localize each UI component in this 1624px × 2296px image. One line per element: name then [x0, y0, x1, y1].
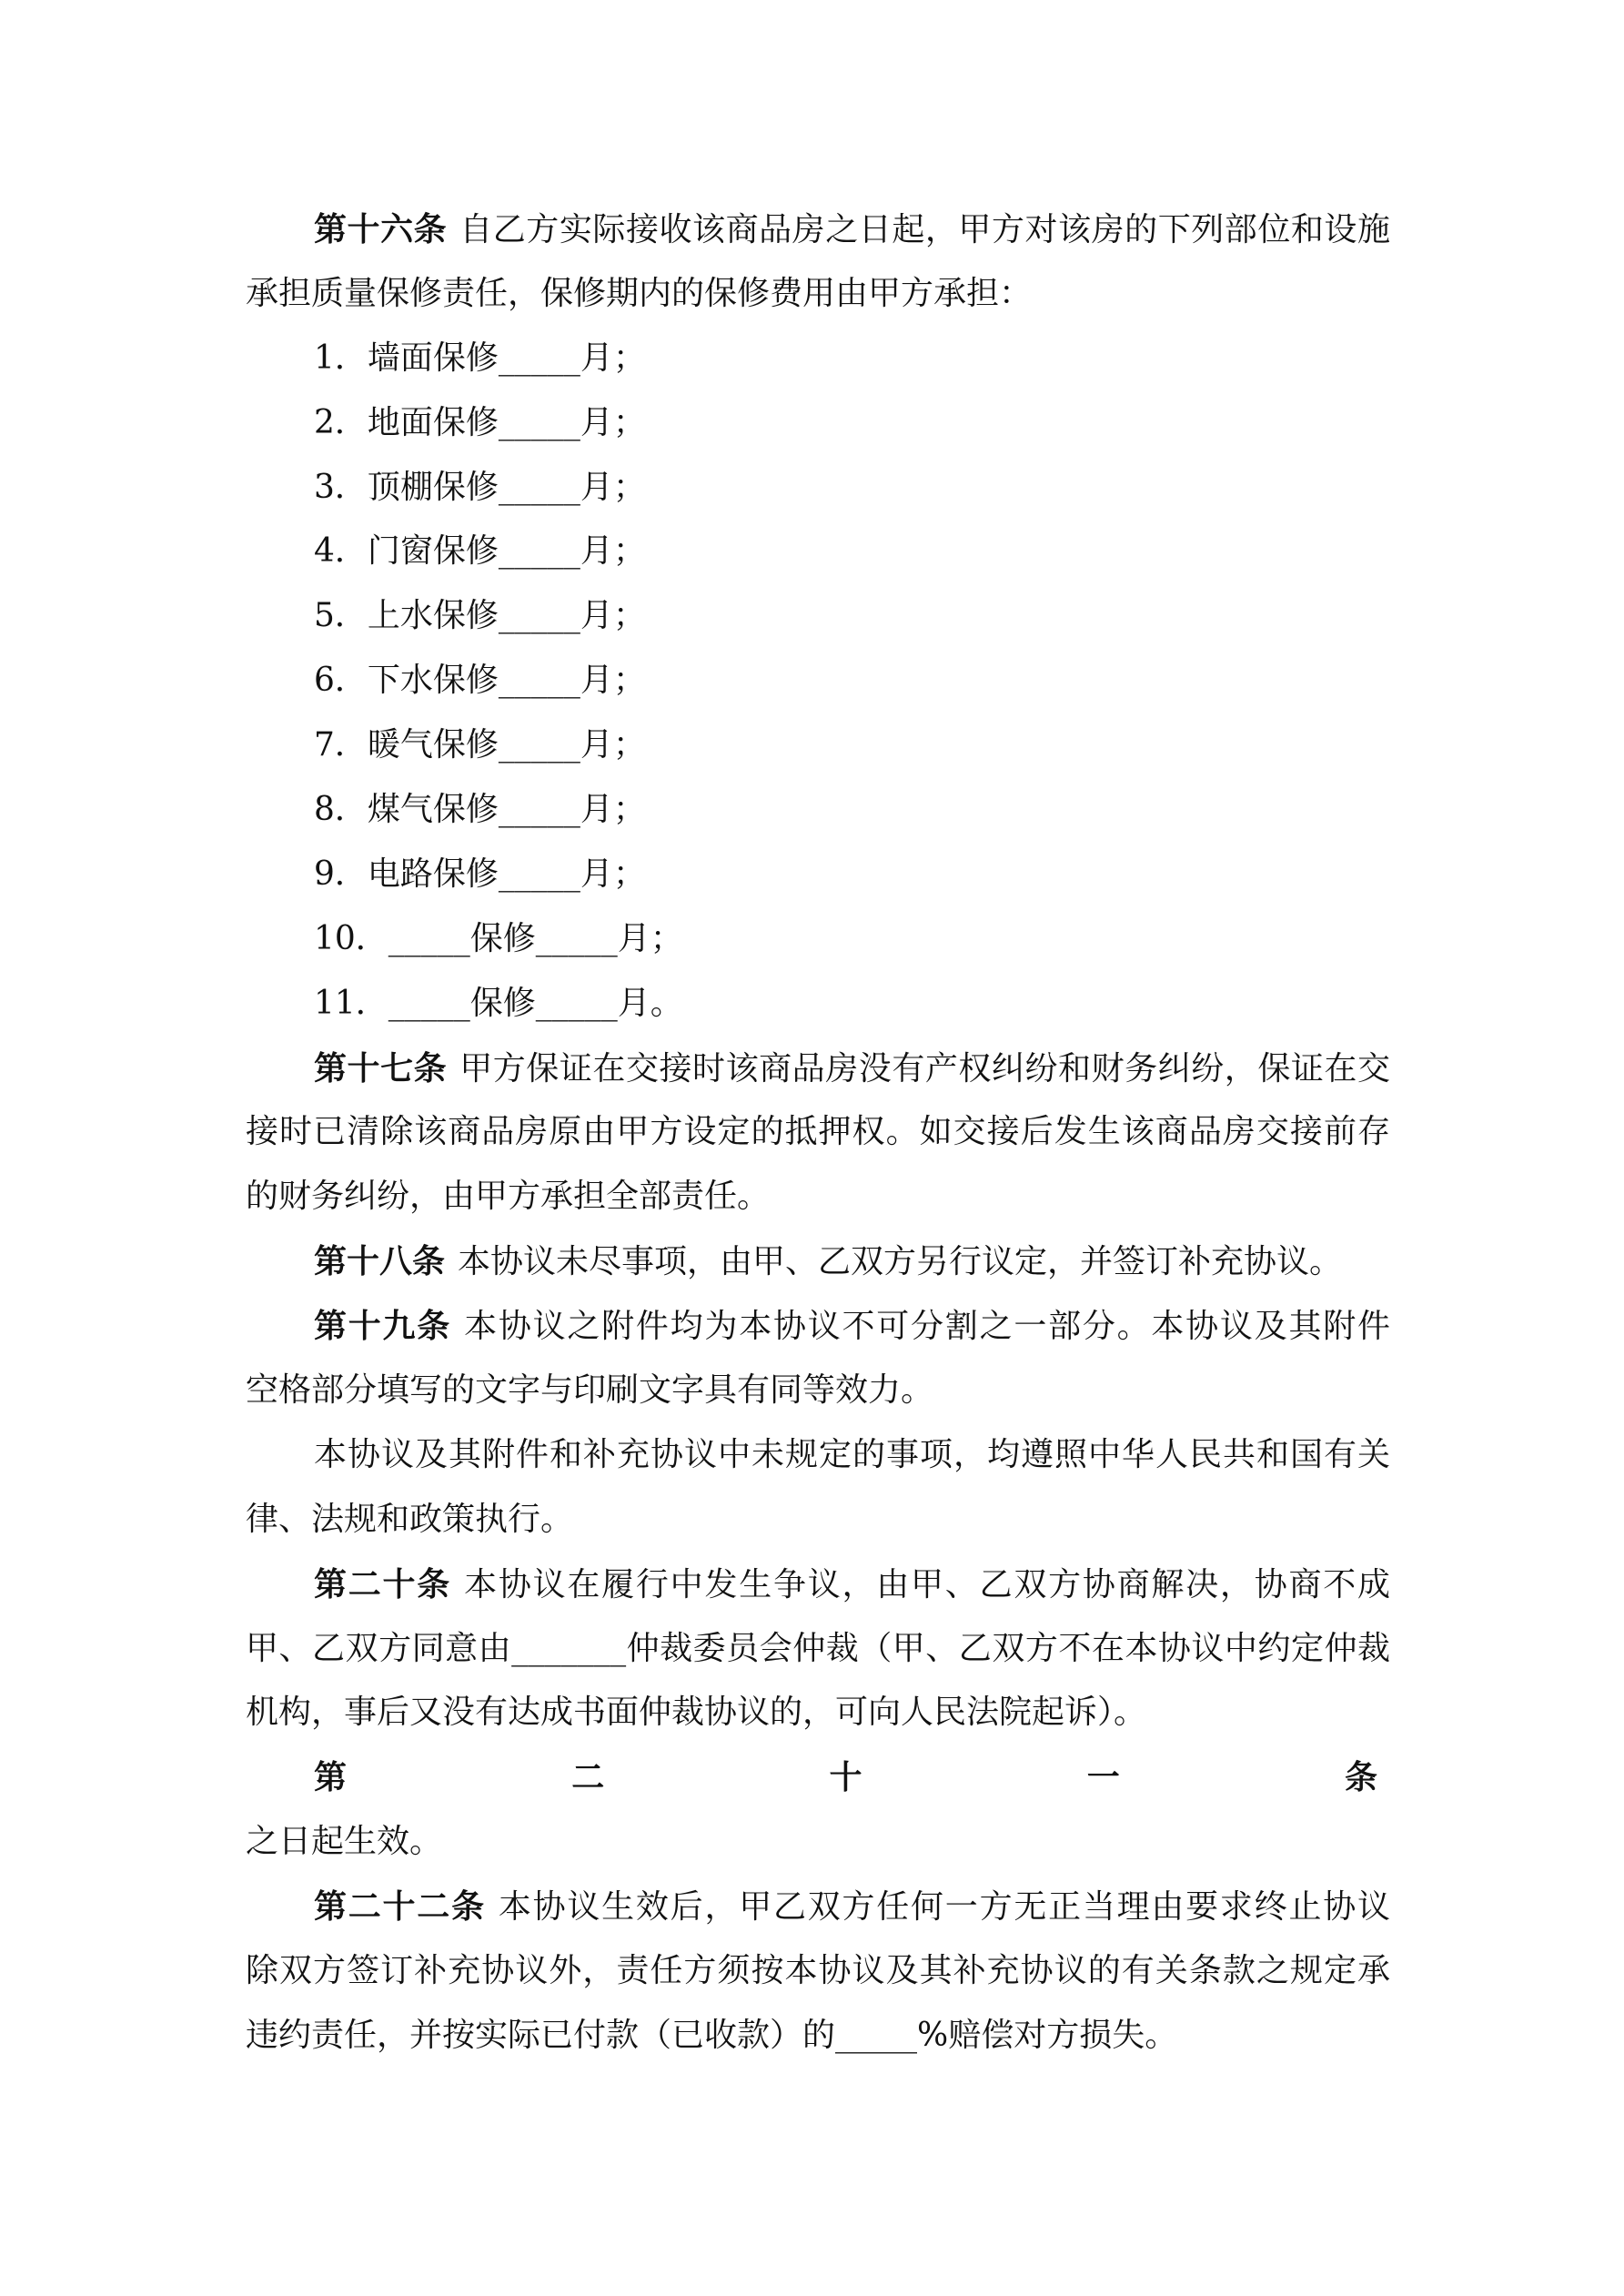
warranty-item [246, 520, 1390, 584]
line-text: 之日起生效。 [246, 1823, 443, 1861]
warranty-item [246, 907, 1390, 972]
line-text: 律、法规和政策执行。 [246, 1500, 574, 1538]
clause-line [246, 1165, 1390, 1229]
clause-line [246, 1939, 1390, 2004]
clause-label: 第十九条 [314, 1307, 452, 1346]
line-text: 自乙方实际接收该商品房之日起，甲方对该房的下列部位和设施 [459, 211, 1390, 248]
warranty-item [246, 327, 1390, 391]
clause-line [246, 1810, 1390, 1875]
warranty-item [246, 456, 1390, 521]
warranty-item-text: 11．_____保修_____月。 [314, 984, 683, 1022]
line-text: 承担质量保修责任，保修期内的保修费用由甲方承担： [246, 274, 1033, 312]
clause-line [246, 1617, 1390, 1682]
clause-label: 第十六条 [314, 210, 448, 248]
clause-line [246, 1359, 1390, 1423]
line-text: 甲方保证在交接时该商品房没有产权纠纷和财务纠纷，保证在交 [459, 1049, 1390, 1087]
warranty-item-text: 7．暖气保修_____月； [314, 726, 646, 764]
line-text: 甲、乙双方同意由_______仲裁委员会仲裁（甲、乙双方不在本协议中约定仲裁 [246, 1629, 1390, 1667]
clause-line [246, 1037, 1390, 1101]
warranty-item [246, 584, 1390, 649]
clause-line [246, 1875, 1390, 1939]
clause-line [246, 2004, 1390, 2068]
paragraph-line [246, 1423, 1390, 1488]
clause-line [246, 262, 1390, 327]
warranty-item-text: 2．地面保修_____月； [314, 403, 646, 441]
clause-label: 第二十条 [314, 1564, 452, 1603]
warranty-item-text: 10．_____保修_____月； [314, 919, 683, 957]
contract-page [246, 197, 1390, 2068]
line-text: 本协议未尽事项，由甲、乙双方另行议定，并签订补充协议。 [458, 1243, 1343, 1281]
warranty-item-text: 4．门窗保修_____月； [314, 532, 646, 571]
clause-label: 第二十一条 [314, 1758, 1377, 1797]
warranty-item [246, 713, 1390, 778]
line-text: 空格部分填写的文字与印刷文字具有同等效力。 [246, 1371, 934, 1410]
clause-line [246, 1100, 1390, 1165]
line-text: 除双方签订补充协议外，责任方须按本协议及其补充协议的有关条款之规定承 [246, 1952, 1390, 1990]
clause-line [246, 1681, 1390, 1745]
line-text: 违约责任，并按实际已付款（已收款）的_____%赔偿对方损失。 [246, 2016, 1178, 2054]
line-text: 本协议在履行中发生争议，由甲、乙双方协商解决，协商不成 [464, 1565, 1390, 1603]
line-text: 接时已清除该商品房原由甲方设定的抵押权。如交接后发生该商品房交接前存 [246, 1113, 1390, 1151]
clause-line [246, 1229, 1390, 1294]
warranty-item [246, 391, 1390, 456]
line-text: 本协议之附件均为本协议不可分割之一部分。本协议及其附件 [464, 1308, 1390, 1346]
line-text: 的财务纠纷，由甲方承担全部责任。 [246, 1178, 771, 1216]
clause-line [246, 1553, 1390, 1617]
warranty-item [246, 972, 1390, 1037]
warranty-item-text: 3．顶棚保修_____月； [314, 468, 646, 506]
clause-label: 第十八条 [314, 1242, 446, 1281]
warranty-item-text: 8．煤气保修_____月； [314, 791, 646, 829]
warranty-item-text: 5．上水保修_____月； [314, 597, 646, 635]
warranty-item [246, 649, 1390, 713]
clause-line [246, 197, 1390, 262]
warranty-item-text: 1．墙面保修_____月； [314, 339, 646, 377]
line-text: 机构，事后又没有达成书面仲裁协议的，可向人民法院起诉）。 [246, 1694, 1147, 1732]
clause-line [246, 1745, 1390, 1810]
warranty-item [246, 843, 1390, 907]
warranty-item-text: 6．下水保修_____月； [314, 662, 646, 700]
paragraph-line [246, 1488, 1390, 1553]
line-text: 本协议生效后，甲乙双方任何一方无正当理由要求终止协议 [498, 1888, 1390, 1927]
clause-label: 第十七条 [314, 1048, 448, 1087]
warranty-item [246, 778, 1390, 843]
line-text: 本协议及其附件和补充协议中未规定的事项，均遵照中华人民共和国有关 [314, 1435, 1390, 1473]
warranty-item-text: 9．电路保修_____月； [314, 855, 646, 893]
clause-label: 第二十二条 [314, 1887, 486, 1927]
clause-line [246, 1294, 1390, 1359]
